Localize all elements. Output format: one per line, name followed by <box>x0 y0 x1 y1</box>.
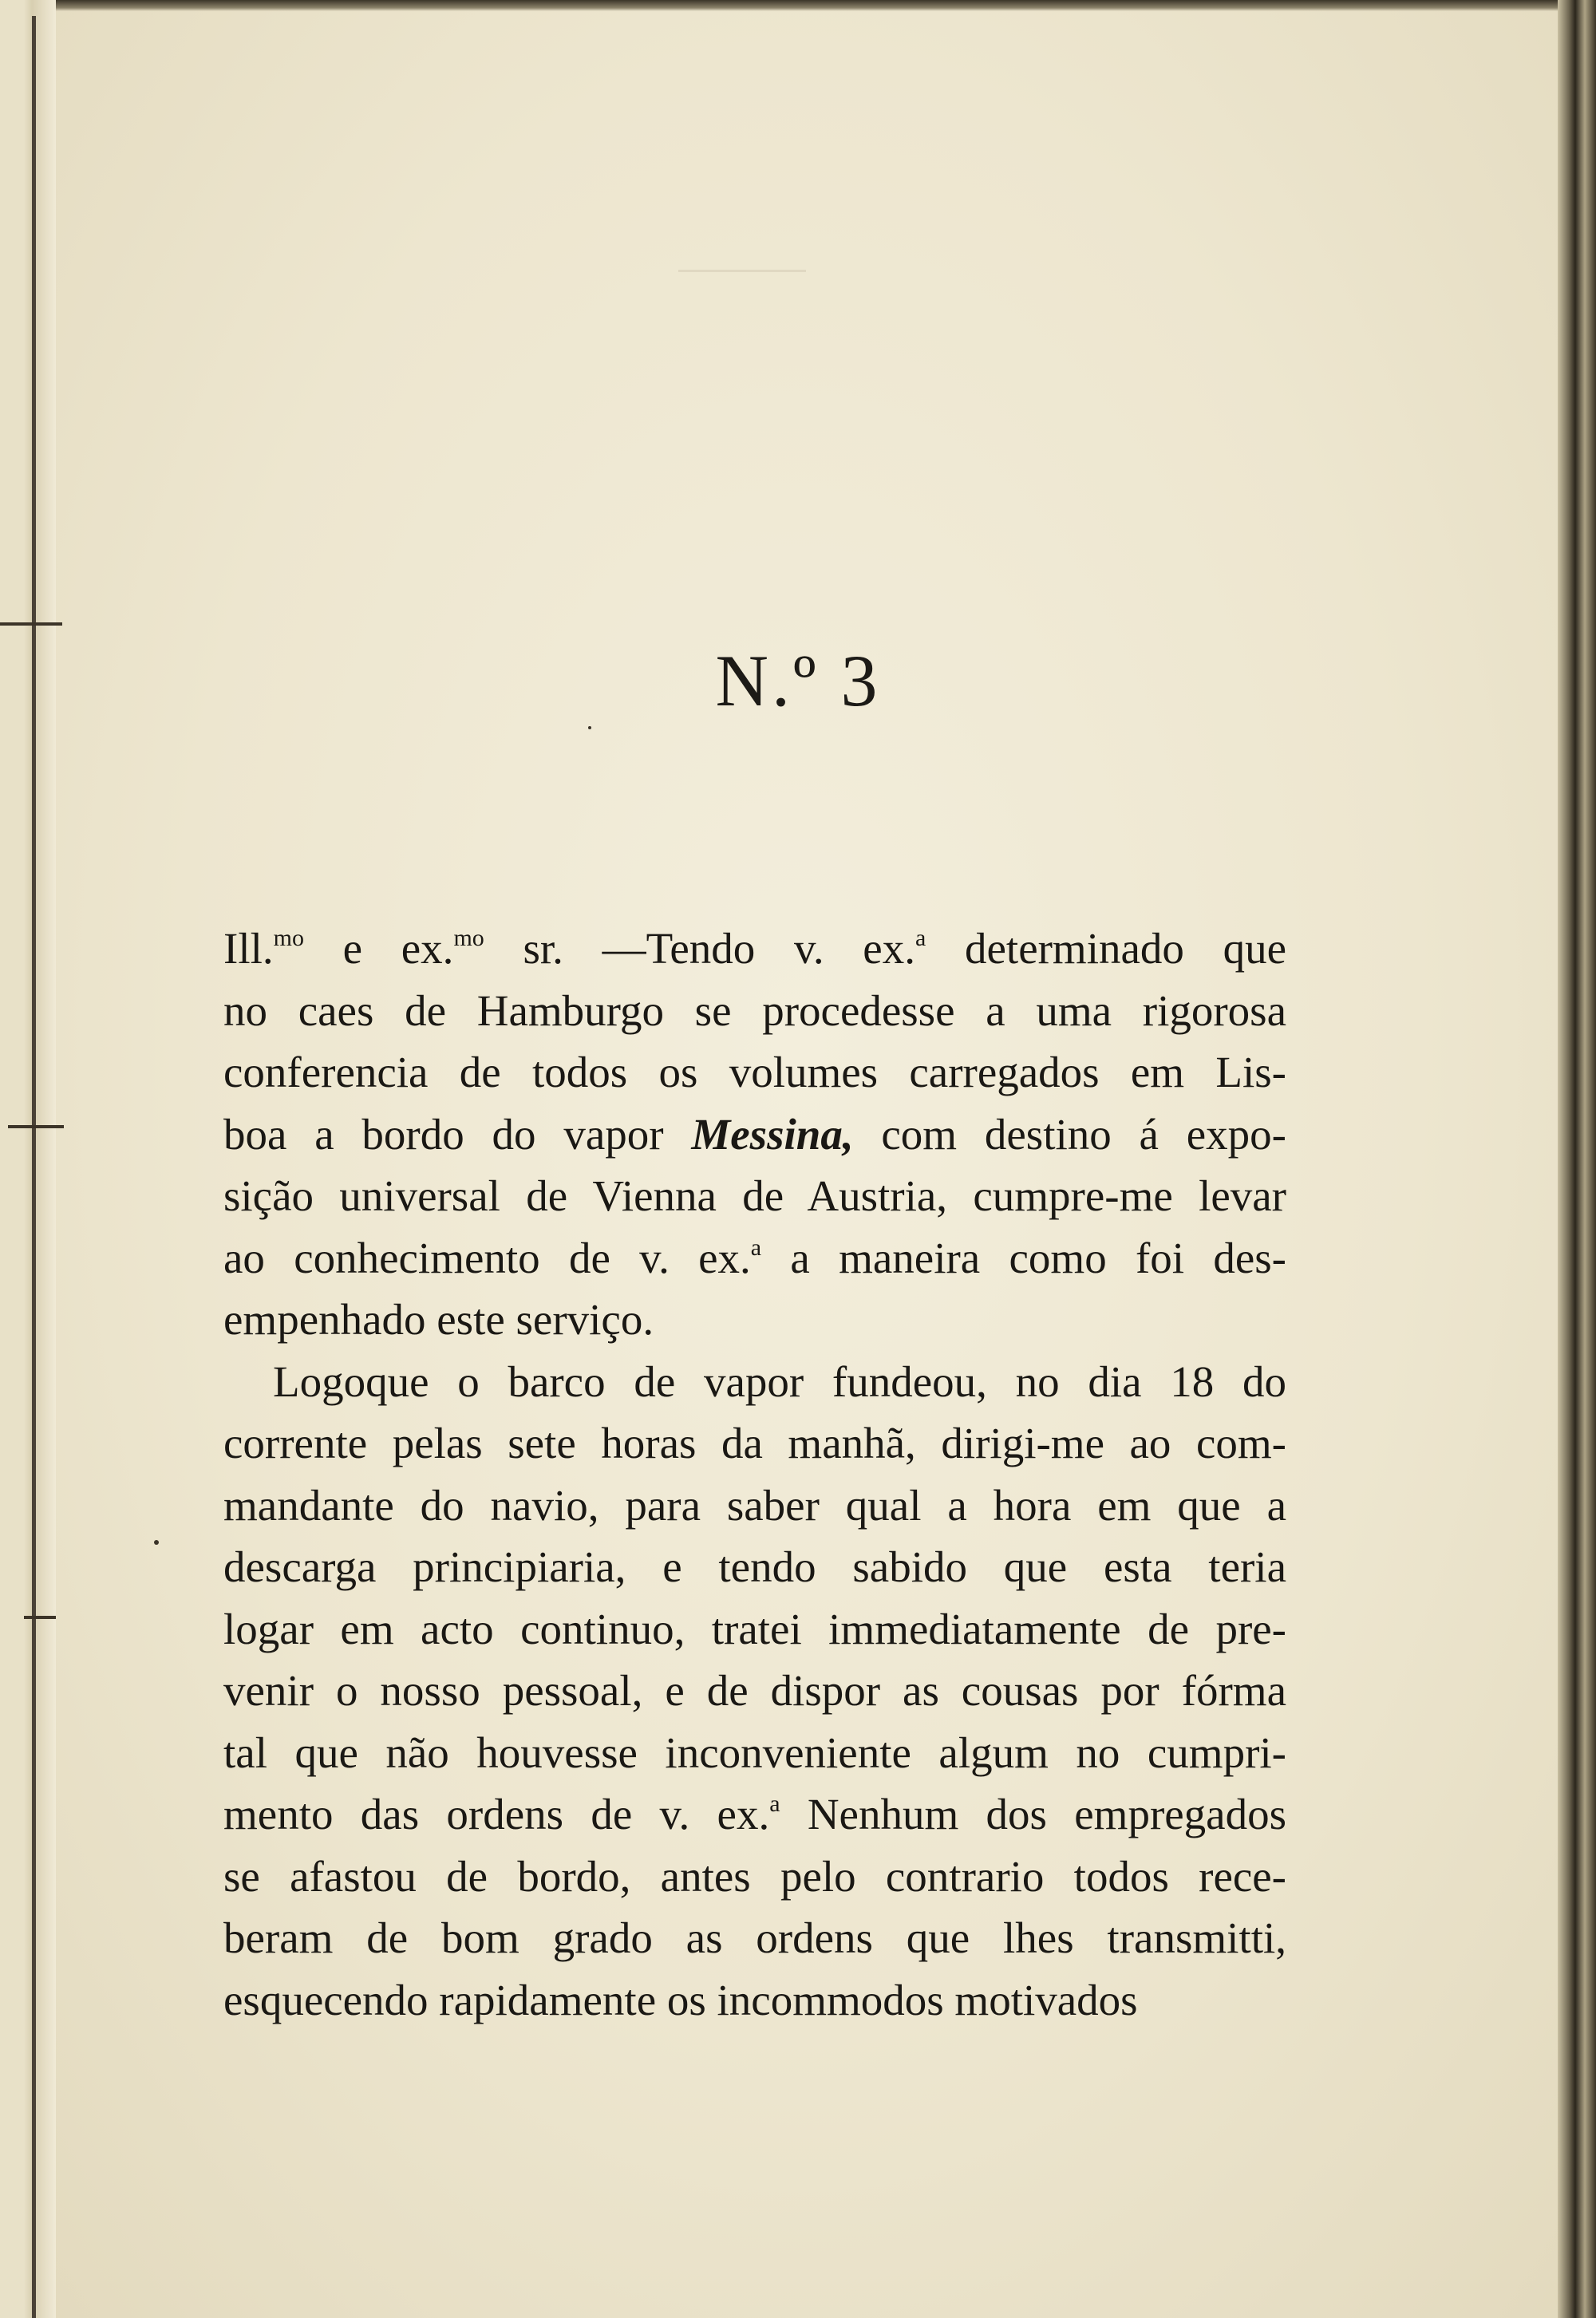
text-line: boa a bordo do vapor Messina, com destino á expo- <box>223 1109 1286 1159</box>
text-line: tal que não houvesse inconveniente algum no cumpri- <box>223 1728 1286 1777</box>
text-line: Ill.$^{mo}$ e ex.$^{mo}$ sr. —Tendo v. ex.$^a$ determinado que <box>223 924 1286 973</box>
text-line: ao conhecimento de v. ex.$^a$ a maneira como foi des- <box>223 1233 1286 1282</box>
body-text <box>223 918 1286 2031</box>
show-through-rule <box>678 270 806 272</box>
document-number-heading: N.º 3 <box>715 640 881 721</box>
text-line: sição universal de Vienna de Austria, cumpre-me levar <box>223 1171 1286 1220</box>
text-line: mandante do navio, para saber qual a hora em que a <box>223 1480 1286 1530</box>
binding-tick <box>0 622 62 626</box>
text-line: Logoque o barco de vapor fundeou, no dia 18 do <box>273 1356 1286 1406</box>
text-line: esquecendo rapidamente os incommodos motivados <box>223 1975 1138 2024</box>
text-line: se afastou de bordo, antes pelo contrario todos rece- <box>223 1851 1286 1901</box>
text-line: descarga principiaria, e tendo sabido que esta teria <box>223 1542 1286 1591</box>
paragraph-1 <box>223 918 1286 1351</box>
text-line: conferencia de todos os volumes carregados em Lis- <box>223 1048 1286 1096</box>
text-line: logar em acto continuo, tratei immediatamente de pre- <box>223 1604 1286 1653</box>
text-line: mento das ordens de v. ex.$^a$ Nenhum dos empregados <box>223 1790 1286 1838</box>
paragraph-2 <box>223 1351 1286 2032</box>
ship-name: Messina, <box>691 1109 854 1159</box>
text-line: venir o nosso pessoal, e de dispor as cousas por fórma <box>223 1666 1286 1715</box>
page-right-edge <box>1558 0 1596 2318</box>
text-line: no caes de Hamburgo se procedesse a uma rigorosa <box>223 985 1286 1035</box>
text-line: beram de bom grado as ordens que lhes transmitti, <box>223 1913 1286 1962</box>
binding-line <box>32 16 36 2318</box>
paper-speck <box>588 726 591 729</box>
page-top-edge <box>0 0 1596 11</box>
binding-tick <box>24 1616 56 1619</box>
text-line: empenhado este serviço. <box>223 1295 654 1344</box>
text-line: corrente pelas sete horas da manhã, dirigi-me ao com- <box>223 1419 1286 1467</box>
page-binding-edge <box>0 0 56 2318</box>
binding-tick <box>8 1125 64 1128</box>
paper-speck <box>154 1540 159 1545</box>
